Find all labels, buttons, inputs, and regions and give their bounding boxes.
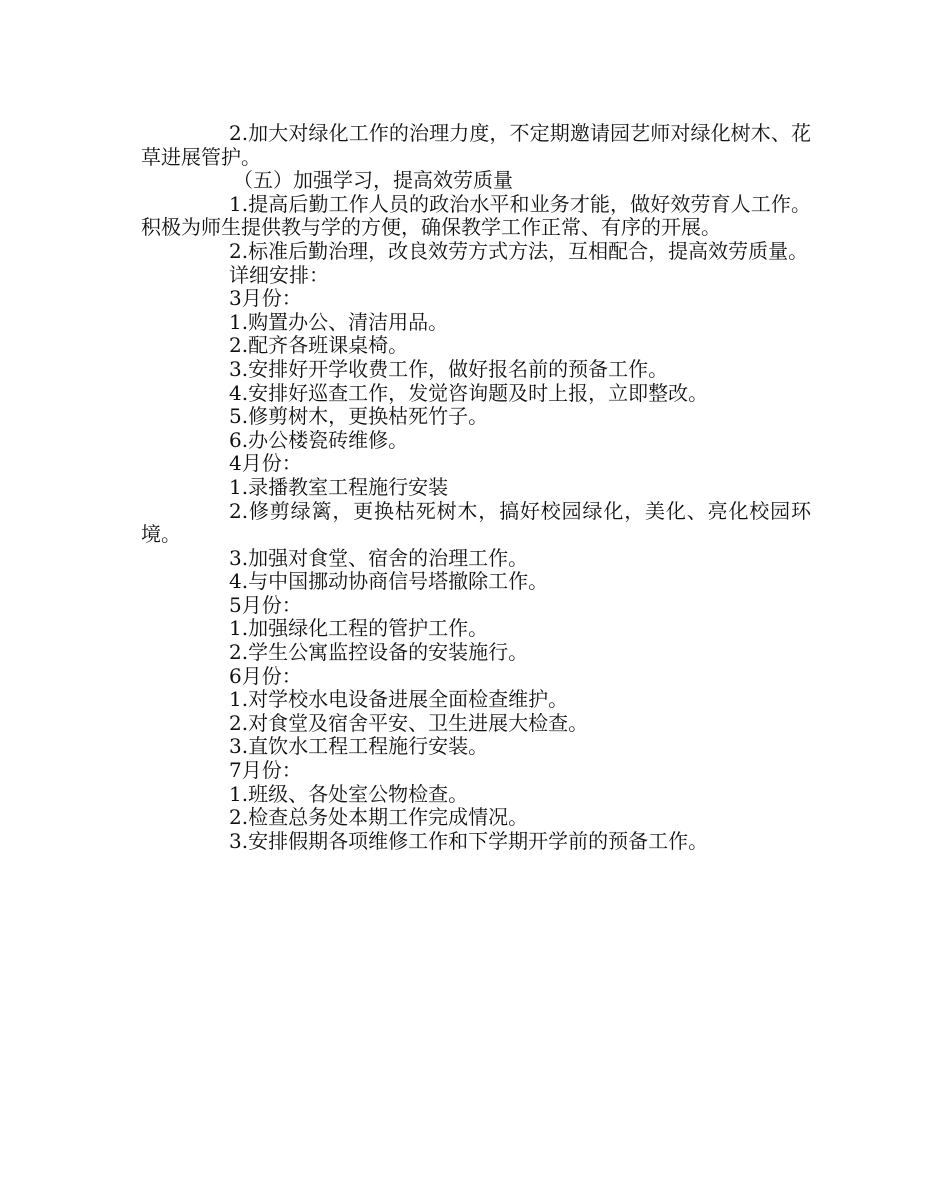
list-item: 6.办公楼瓷砖维修。 <box>229 427 409 452</box>
list-item: 2.对食堂及宿舍平安、卫生进展大检查。 <box>229 710 589 735</box>
list-item: 1.班级、各处室公物检查。 <box>229 781 469 806</box>
list-item: 2.配齐各班课桌椅。 <box>229 333 409 358</box>
paragraph-standard-management: 2.标准后勤治理，改良效劳方式方法，互相配合，提高效劳质量。 <box>229 238 809 263</box>
section-heading-study: （五）加强学习，提高效劳质量 <box>233 168 513 193</box>
list-item: 3.加强对食堂、宿舍的治理工作。 <box>229 545 529 570</box>
month-heading-march: 3月份： <box>229 286 302 311</box>
list-item: 2.学生公寓监控设备的安装施行。 <box>229 640 529 665</box>
list-item: 3.安排假期各项维修工作和下学期开学前的预备工作。 <box>229 828 709 853</box>
list-item: 3.直饮水工程工程施行安装。 <box>229 734 489 759</box>
month-heading-may: 5月份： <box>229 592 302 617</box>
list-item: 1.加强绿化工程的管护工作。 <box>229 616 489 641</box>
list-item: 4.安排好巡查工作，发觉咨询题及时上报，立即整改。 <box>229 380 709 405</box>
list-item: 1.购置办公、清洁用品。 <box>229 309 449 334</box>
list-item: 2.检查总务处本期工作完成情况。 <box>229 805 529 830</box>
paragraph-staff-ability: 1.提高后勤工作人员的政治水平和业务才能，做好效劳育人工作。积极为师生提供教与学的方便，确保教学工作正常、有序的开展。 <box>141 191 811 240</box>
list-item: 5.修剪树木，更换枯死竹子。 <box>229 404 489 429</box>
month-heading-june: 6月份： <box>229 663 302 688</box>
paragraph-greening-management: 2.加大对绿化工作的治理力度，不定期邀请园艺师对绿化树木、花草进展管护。 <box>141 121 811 169</box>
list-item: 1.录播教室工程施行安装 <box>229 474 449 499</box>
document-body <box>141 122 811 853</box>
schedule-heading: 详细安排： <box>229 262 329 287</box>
month-heading-april: 4月份： <box>229 451 302 476</box>
list-item: 4.与中国挪动协商信号塔撤除工作。 <box>229 569 549 594</box>
month-heading-july: 7月份： <box>229 758 302 783</box>
list-item: 2.修剪绿篱，更换枯死树木，搞好校园绿化，美化、亮化校园环境。 <box>141 498 811 547</box>
list-item: 1.对学校水电设备进展全面检查维护。 <box>229 687 569 712</box>
list-item: 3.安排好开学收费工作，做好报名前的预备工作。 <box>229 356 669 381</box>
